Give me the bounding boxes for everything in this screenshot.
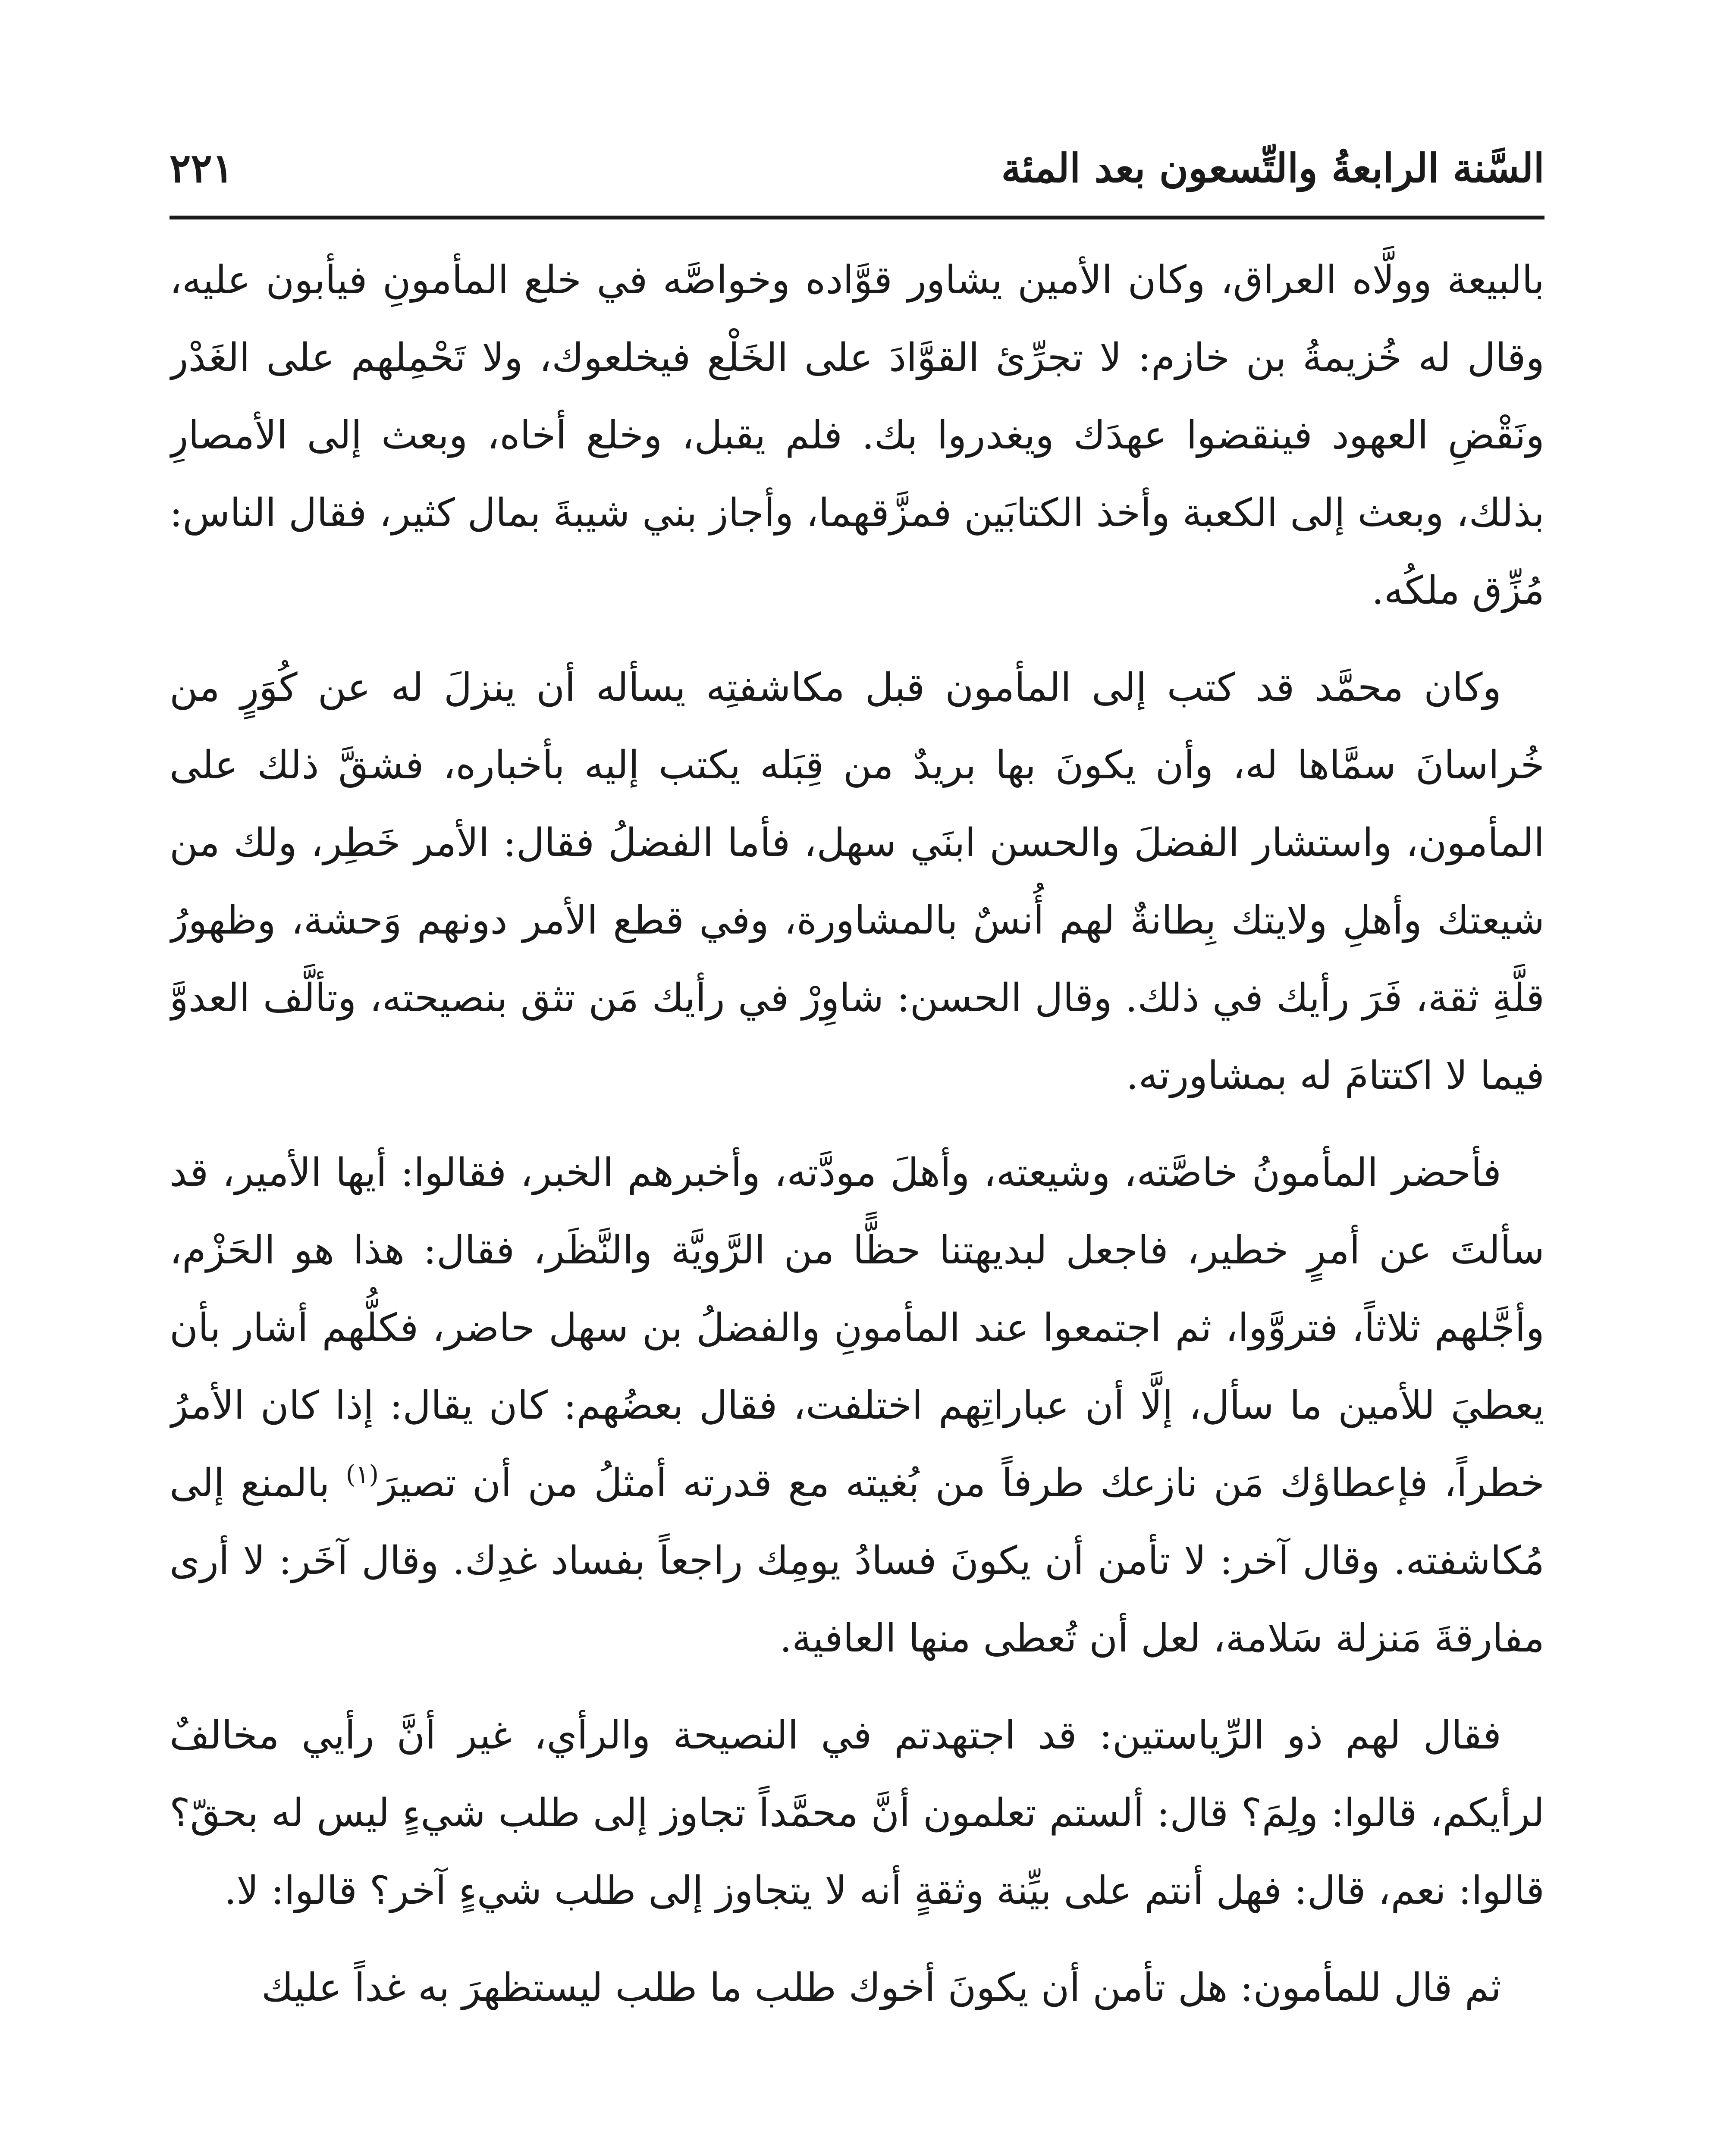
running-title: السَّنة الرابعةُ والتِّسعون بعد المئة (1001, 145, 1544, 191)
header-rule (170, 216, 1544, 219)
paragraph-2: وكان محمَّد قد كتب إلى المأمون قبل مكاشفتِه يسأله أن ينزلَ له عن كُوَرٍ من خُراسانَ سمَّاها له، وأن يكونَ بها بريدٌ من قِبَله يكتب إليه بأخباره، فشقَّ ذلك على المأمون، واستشار الفضلَ والحسن ابنَي سهل، فأما الفضلُ فقال: الأمر خَطِر، ولك من شيعتك وأهلِ ولايتك بِطانةٌ لهم أُنسٌ بالمشاورة، وفي قطع الأمر دونهم وَحشة، وظهورُ قلَّةِ ثقة، فَرَ رأيك في ذلك. وقال الحسن: شاوِرْ في رأيك مَن تثق بنصيحته، وتألَّف العدوَّ فيما لا اكتتامَ له بمشاورته. (170, 665, 1544, 1098)
main-text (170, 241, 1544, 2156)
paragraph-1: بالبيعة وولَّاه العراق، وكان الأمين يشاور قوَّاده وخواصَّه في خلع المأمونِ فيأبون عليه، وقال له خُزيمةُ بن خازم: لا تجرِّئ القوَّادَ على الخَلْع فيخلعوك، ولا تَحْمِلهم على الغَدْر ونَقْضِ العهود فينقضوا عهدَك ويغدروا بك. فلم يقبل، وخلع أخاه، وبعث إلى الأمصارِ بذلك، وبعث إلى الكعبة وأخذ الكتابَين فمزَّقهما، وأجاز بني شيبةَ بمال كثير، فقال الناس: مُزِّق ملكُه. (170, 257, 1544, 613)
paragraph-3-text-b: بالمنع إلى مُكاشفته. وقال آخر: لا تأمن أن يكونَ فسادُ يومِك راجعاً بفساد غدِك. وقال آخَر: لا أرى مفارقةَ مَنزلة سَلامة، لعل أن تُعطى منها العافية. (170, 1460, 1544, 1661)
page-number: ٢٢١ (170, 145, 234, 191)
paragraph-4: فقال لهم ذو الرِّياستين: قد اجتهدتم في النصيحة والرأي، غير أنَّ رأيي مخالفٌ لرأيكم، قالوا: ولِمَ؟ قال: ألستم تعلمون أنَّ محمَّداً تجاوز إلى طلب شيءٍ ليس له بحقّ؟ قالوا: نعم، قال: فهل أنتم على بيِّنة وثقةٍ أنه لا يتجاوز إلى طلب شيءٍ آخر؟ قالوا: لا. (170, 1713, 1544, 1913)
paragraph-5: ثم قال للمأمون: هل تأمن أن يكونَ أخوك طلب ما طلب ليستظهرَ به غداً عليك (261, 1965, 1501, 2010)
paragraph-3 (170, 1134, 1544, 1677)
paragraph-3-text-a: فأحضر المأمونُ خاصَّته، وشيعته، وأهلَ مودَّته، وأخبرهم الخبر، فقالوا: أيها الأمير، قد سألتَ عن أمرٍ خطير، فاجعل لبديهتنا حظًّا من الرَّويَّة والنَّظَر، فقال: هذا هو الحَزْم، وأجَّلهم ثلاثاً، فتروَّوا، ثم اجتمعوا عند المأمونِ والفضلُ بن سهل حاضر، فكلُّهم أشار بأن يعطيَ للأمين ما سأل، إلَّا أن عباراتِهم اختلفت، فقال بعضُهم: كان يقال: إذا كان الأمرُ خطراً، فإعطاؤك مَن نازعك طرفاً من بُغيته مع قدرته أمثلُ من أن تصيرَ (170, 1150, 1544, 1506)
footnote-reference: (١) (345, 1460, 379, 1489)
page-header (170, 136, 1544, 201)
